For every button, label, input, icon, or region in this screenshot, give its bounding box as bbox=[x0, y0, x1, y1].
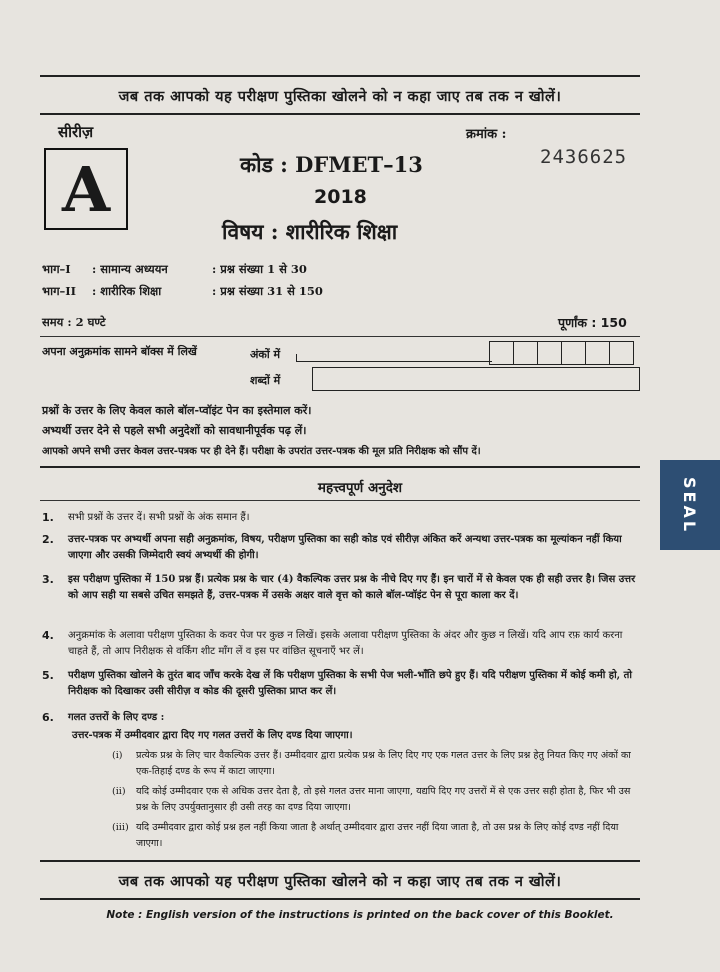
in-words-label: शब्दों में bbox=[250, 374, 281, 387]
serial-label: क्रमांक : bbox=[466, 127, 507, 142]
digits-leader bbox=[296, 354, 492, 362]
pre-rule bbox=[40, 466, 640, 468]
instruction-item: 6. गलत उत्तरों के लिए दण्ड : bbox=[42, 711, 165, 724]
exam-year: 2018 bbox=[314, 186, 367, 208]
roll-digit-box[interactable] bbox=[609, 341, 634, 365]
series-label: सीरीज़ bbox=[58, 123, 94, 141]
info-rule bbox=[40, 336, 640, 337]
instructions-heading: महत्त्वपूर्ण अनुदेश bbox=[317, 480, 403, 496]
roll-digit-box[interactable] bbox=[489, 341, 514, 365]
in-digits-label: अंकों में bbox=[250, 348, 281, 361]
bottom-banner: जब तक आपको यह परीक्षण पुस्तिका खोलने को न कहा जाए तब तक न खोलें। bbox=[118, 873, 562, 890]
bottom-rule-1 bbox=[40, 860, 640, 862]
max-marks: पूर्णांक : 150 bbox=[558, 315, 627, 330]
series-letter-box bbox=[44, 148, 128, 230]
instruction-item: 3. इस परीक्षण पुस्तिका में 150 प्रश्न हैं। प्रत्येक प्रश्न के चार (4) वैकल्पिक उत्तर प्रश्न के नीचे दिए गए हैं। इन चारों में से केवल एक ही सही उत्तर है। जिस उत्तर को आप सही या सबसे उचित समझते हैं, उत्तर-पत्रक में उसके अक्षर वाले वृत्त को काले बॉल-प्वॉइंट पेन से पूरा काला कर दें। bbox=[42, 573, 636, 601]
pre-instruction: अभ्यर्थी उत्तर देने से पहले सभी अनुदेशों को सावधानीपूर्वक पढ़ लें। bbox=[42, 424, 307, 437]
heading-rule bbox=[40, 500, 640, 501]
roll-digit-box[interactable] bbox=[537, 341, 562, 365]
part-name: : शारीरिक शिक्षा bbox=[92, 284, 162, 298]
penalty-item: (i) प्रत्येक प्रश्न के लिए चार वैकल्पिक उत्तर हैं। उम्मीदवार द्वारा प्रत्येक प्रश्न के लिए दिए गए एक गलत उत्तर के लिए प्रश्न हेतु नियत किए गए अंकों का एक-तिहाई दण्ड के रूप में काटा जाएगा। bbox=[112, 750, 631, 777]
serial-number: 2436625 bbox=[540, 146, 628, 168]
instruction-item: 1. सभी प्रश्नों के उत्तर दें। सभी प्रश्नों के अंक समान हैं। bbox=[42, 511, 250, 524]
pre-instruction: आपको अपने सभी उत्तर केवल उत्तर-पत्रक पर ही देने हैं। परीक्षा के उपरांत उत्तर-पत्रक की मूल प्रति निरीक्षक को सौंप दें। bbox=[42, 446, 481, 457]
roll-digit-boxes[interactable] bbox=[490, 341, 634, 365]
seal-tab bbox=[660, 460, 720, 550]
part-label: भाग–II bbox=[42, 284, 77, 298]
bottom-rule-2 bbox=[40, 898, 640, 900]
penalty-item: (iii) यदि उम्मीदवार द्वारा कोई प्रश्न हल नहीं किया जाता है अर्थात् उम्मीदवार द्वारा उत्तर नहीं दिया जाता है, तो उस प्रश्न के लिए कोई दण्ड नहीं दिया जाएगा। bbox=[112, 822, 619, 849]
instruction-item: 5. परीक्षण पुस्तिका खोलने के तुरंत बाद जाँच करके देख लें कि परीक्षण पुस्तिका के सभी पेज भली-भाँति छपे हुए हैं। यदि परीक्षण पुस्तिका में कोई कमी हो, तो निरीक्षक को दिखाकर उसी सीरीज़ व कोड की दूसरी पुस्तिका प्राप्त कर लें। bbox=[42, 669, 632, 697]
subject-title: विषय : शारीरिक शिक्षा bbox=[222, 219, 398, 244]
top-rule-1 bbox=[40, 75, 640, 77]
series-letter: A bbox=[61, 152, 111, 226]
part-row-2 bbox=[42, 284, 412, 299]
top-rule-2 bbox=[40, 113, 640, 115]
seal-label: SEAL bbox=[680, 476, 700, 534]
roll-words-box[interactable] bbox=[312, 367, 640, 391]
instruction-item: 2. उत्तर-पत्रक पर अभ्यर्थी अपना सही अनुक्रमांक, विषय, परीक्षण पुस्तिका का सही कोड एवं सीरीज़ अंकित करें अन्यथा उत्तर-पत्रक का मूल्यांकन नहीं किया जाएगा और उसकी जिम्मेदारी स्वयं अभ्यर्थी की होगी। bbox=[42, 533, 622, 561]
penalty-item: (ii) यदि कोई उम्मीदवार एक से अधिक उत्तर देता है, तो इसे गलत उत्तर माना जाएगा, यद्यपि दिए गए उत्तरों में से एक उत्तर सही होता है, फिर भी उस प्रश्न के लिए उपर्युक्तानुसार ही उसी तरह का दण्ड दिया जाएगा। bbox=[112, 786, 631, 813]
instruction-item: 4. अनुक्रमांक के अलावा परीक्षण पुस्तिका के कवर पेज पर कुछ न लिखें। इसके अलावा परीक्षण पुस्तिका के अंदर और कुछ न लिखें। यदि आप रफ़ कार्य करना चाहते हैं, तो आप निरीक्षक से वर्किंग शीट माँग लें व इस पर वांछित सूचनाएँ भर लें। bbox=[42, 629, 623, 657]
roll-digit-box[interactable] bbox=[561, 341, 586, 365]
part-name: : सामान्य अध्ययन bbox=[92, 262, 168, 276]
time-allowed: समय : 2 घण्टे bbox=[42, 315, 106, 329]
top-banner: जब तक आपको यह परीक्षण पुस्तिका खोलने को न कहा जाए तब तक न खोलें। bbox=[118, 88, 562, 105]
pre-instruction: प्रश्नों के उत्तर के लिए केवल काले बॉल-प्वॉइंट पेन का इस्तेमाल करें। bbox=[42, 404, 312, 417]
booklet-code: कोड : DFMET–13 bbox=[240, 152, 423, 177]
penalty-intro: उत्तर-पत्रक में उम्मीदवार द्वारा दिए गए गलत उत्तरों के लिए दण्ड दिया जाएगा। bbox=[72, 730, 353, 741]
part-range: : प्रश्न संख्या 31 से 150 bbox=[212, 284, 323, 298]
roll-digit-box[interactable] bbox=[585, 341, 610, 365]
english-note: Note : English version of the instructions is printed on the back cover of this Booklet. bbox=[106, 909, 614, 921]
roll-number-label: अपना अनुक्रमांक सामने बॉक्स में लिखें bbox=[42, 345, 197, 358]
part-row-1 bbox=[42, 262, 412, 277]
part-range: : प्रश्न संख्या 1 से 30 bbox=[212, 262, 307, 276]
roll-digit-box[interactable] bbox=[513, 341, 538, 365]
part-label: भाग–I bbox=[42, 262, 71, 276]
